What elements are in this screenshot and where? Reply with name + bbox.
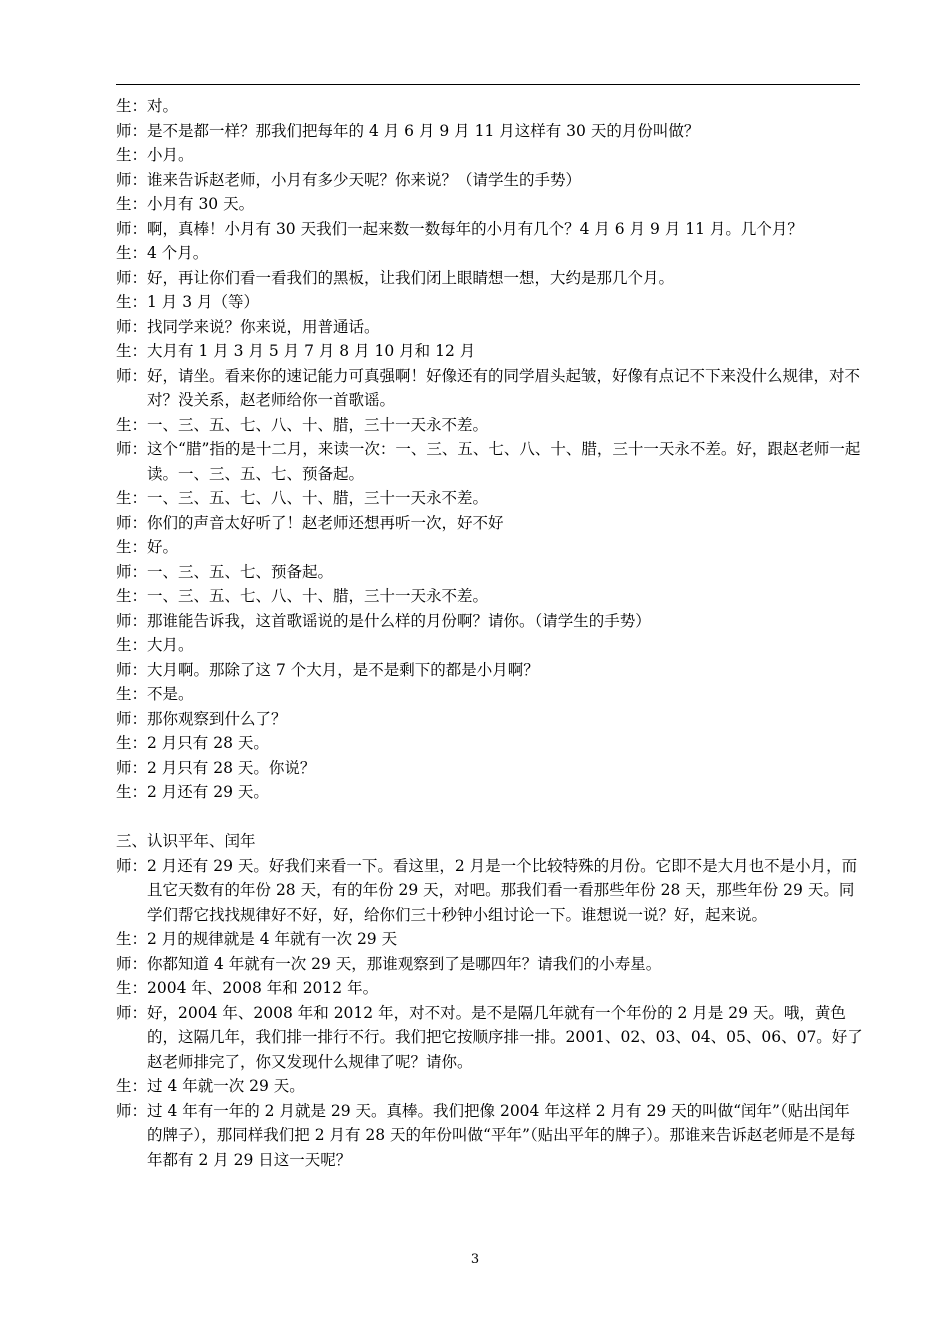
dialog-line <box>116 658 864 683</box>
line-text: 大月啊。那除了这 7 个大月，是不是剩下的都是小月啊？ <box>147 660 539 679</box>
line-text: 2 月只有 28 天。 <box>147 734 269 752</box>
line-text: 找同学来说？你来说，用普通话。 <box>147 317 380 336</box>
dialog-line <box>116 290 864 315</box>
speaker-label: 师： <box>116 440 148 458</box>
line-text: 那你观察到什么了？ <box>147 709 287 728</box>
speaker-label: 师： <box>116 856 148 875</box>
dialog-line <box>116 94 864 119</box>
speaker-label: 生： <box>116 783 148 801</box>
dialog-line <box>116 192 864 217</box>
dialog-line <box>116 756 864 781</box>
document-body <box>116 94 864 1172</box>
section-heading: 三、认识平年、闰年 <box>116 832 256 850</box>
speaker-label: 生： <box>116 293 148 311</box>
line-text: 1 月 3 月（等） <box>147 293 260 311</box>
dialog-line <box>116 682 864 707</box>
line-text: 好。 <box>147 538 179 556</box>
dialog-line <box>116 1099 864 1173</box>
dialog-line <box>116 413 864 438</box>
line-text: 一、三、五、七、预备起。 <box>147 562 334 581</box>
dialog-line <box>116 486 864 511</box>
line-text: 2 月还有 29 天。 <box>147 783 269 801</box>
speaker-label: 生： <box>116 734 148 752</box>
dialog-line <box>116 560 864 585</box>
dialog-line <box>116 511 864 536</box>
line-text: 一、三、五、七、八、十、腊，三十一天永不差。 <box>147 415 489 434</box>
speaker-label: 师： <box>116 121 148 140</box>
dialog-line <box>116 854 864 928</box>
line-text: 你们的声音太好听了！赵老师还想再听一次，好不好 <box>147 513 504 532</box>
speaker-label: 生： <box>116 1077 148 1095</box>
dialog-line <box>116 976 864 1001</box>
line-text: 一、三、五、七、八、十、腊，三十一天永不差。 <box>147 587 489 605</box>
speaker-label: 生： <box>116 930 148 948</box>
line-text: 好，请坐。看来你的速记能力可真强啊！好像还有的同学眉头起皱，好像有点记不下来没什么规律，对不对？没关系，赵老师给你一首歌谣。 <box>147 366 861 409</box>
line-text: 谁来告诉赵老师，小月有多少天呢？你来说？（请学生的手势） <box>147 170 582 189</box>
dialog-line <box>116 633 864 658</box>
paragraph-gap <box>116 805 864 830</box>
line-text: 大月。 <box>147 636 194 654</box>
speaker-label: 生： <box>116 538 148 556</box>
speaker-label: 师： <box>116 954 148 973</box>
dialog-line <box>116 584 864 609</box>
speaker-label: 师： <box>116 317 148 336</box>
line-text: 小月。 <box>147 146 194 164</box>
speaker-label: 生： <box>116 685 148 703</box>
speaker-label: 师： <box>116 513 148 532</box>
speaker-label: 生： <box>116 146 148 164</box>
line-text: 好，2004 年、2008 年和 2012 年，对不对。是不是隔几年就有一个年份的 2 月是 29 天。哦，黄色的，这隔几年，我们排一排行不行。我们把它按顺序排一排。2001、02、03、04、05、06、07。好了赵老师排完了，你又发现什么规律了呢？请你。 <box>147 1003 863 1071</box>
line-text: 过 4 年就一次 29 天。 <box>147 1077 305 1095</box>
speaker-label: 师： <box>116 758 148 777</box>
dialog-line <box>116 437 864 486</box>
dialog-line <box>116 241 864 266</box>
dialog-line <box>116 364 864 413</box>
speaker-label: 师： <box>116 562 148 581</box>
speaker-label: 师： <box>116 1003 148 1022</box>
dialog-line <box>116 339 864 364</box>
dialog-line <box>116 927 864 952</box>
speaker-label: 师： <box>116 660 148 679</box>
line-text: 2 月还有 29 天。好我们来看一下。看这里，2 月是一个比较特殊的月份。它即不是大月也不是小月，而且它天数有的年份 28 天，有的年份 29 天，对吧。那我们看一看那些年份 28 天，那些年份 29 天。同学们帮它找找规律好不好，好，给你们三十秒钟小组讨论一下。谁想说一说？好，起来说。 <box>147 856 858 924</box>
speaker-label: 生： <box>116 415 148 434</box>
line-text: 不是。 <box>147 685 194 703</box>
speaker-label: 生： <box>116 97 148 115</box>
line-text: 啊，真棒！小月有 30 天我们一起来数一数每年的小月有几个？4 月 6 月 9 月 11 月。几个月？ <box>147 219 803 238</box>
speaker-label: 生： <box>116 587 148 605</box>
line-text: 这个“腊”指的是十二月，来读一次：一、三、五、七、八、十、腊，三十一天永不差。好，跟赵老师一起读。一、三、五、七、预备起。 <box>147 440 861 483</box>
speaker-label: 生： <box>116 195 148 213</box>
line-text: 那谁能告诉我，这首歌谣说的是什么样的月份啊？请你。（请学生的手势） <box>147 611 651 630</box>
speaker-label: 师： <box>116 366 148 385</box>
line-text: 一、三、五、七、八、十、腊，三十一天永不差。 <box>147 489 489 507</box>
header-rule <box>116 84 860 85</box>
line-text: 2004 年、2008 年和 2012 年。 <box>147 979 379 997</box>
speaker-label: 师： <box>116 709 148 728</box>
dialog-section-1 <box>116 94 864 805</box>
dialog-line <box>116 707 864 732</box>
speaker-label: 师： <box>116 219 148 238</box>
dialog-line <box>116 266 864 291</box>
speaker-label: 生： <box>116 244 148 262</box>
line-text: 对。 <box>147 97 179 115</box>
line-text: 4 个月。 <box>147 244 209 262</box>
line-text: 你都知道 4 年就有一次 29 天，那谁观察到了是哪四年？请我们的小寿星。 <box>147 954 662 973</box>
dialog-line <box>116 1001 864 1075</box>
dialog-line <box>116 143 864 168</box>
line-text: 小月有 30 天。 <box>147 195 255 213</box>
dialog-line <box>116 315 864 340</box>
page-number: 3 <box>470 1252 480 1267</box>
dialog-line <box>116 119 864 144</box>
speaker-label: 师： <box>116 268 148 287</box>
dialog-line <box>116 1074 864 1099</box>
dialog-section-2 <box>116 854 864 1173</box>
dialog-line <box>116 168 864 193</box>
dialog-line <box>116 952 864 977</box>
dialog-line <box>116 731 864 756</box>
speaker-label: 生： <box>116 489 148 507</box>
speaker-label: 师： <box>116 1101 148 1120</box>
speaker-label: 师： <box>116 170 148 189</box>
line-text: 2 月的规律就是 4 年就有一次 29 天 <box>147 930 398 948</box>
line-text: 过 4 年有一年的 2 月就是 29 天。真棒。我们把像 2004 年这样 2 月有 29 天的叫做“闰年”（贴出闰年的牌子），那同样我们把 2 月有 28 天的年份叫做“平年”（贴出平年的牌子）。那谁来告诉赵老师是不是每年都有 2 月 29 日这一天呢？ <box>147 1101 856 1169</box>
line-text: 2 月只有 28 天。你说？ <box>147 758 316 777</box>
speaker-label: 生： <box>116 979 148 997</box>
dialog-line <box>116 535 864 560</box>
speaker-label: 师： <box>116 611 148 630</box>
line-text: 好，再让你们看一看我们的黑板，让我们闭上眼睛想一想，大约是那几个月。 <box>147 268 675 287</box>
line-text: 是不是都一样？那我们把每年的 4 月 6 月 9 月 11 月这样有 30 天的月份叫做？ <box>147 121 700 140</box>
speaker-label: 生： <box>116 636 148 654</box>
dialog-line <box>116 609 864 634</box>
line-text: 大月有 1 月 3 月 5 月 7 月 8 月 10 月和 12 月 <box>147 342 476 360</box>
speaker-label: 生： <box>116 342 148 360</box>
dialog-line <box>116 780 864 805</box>
dialog-line <box>116 217 864 242</box>
